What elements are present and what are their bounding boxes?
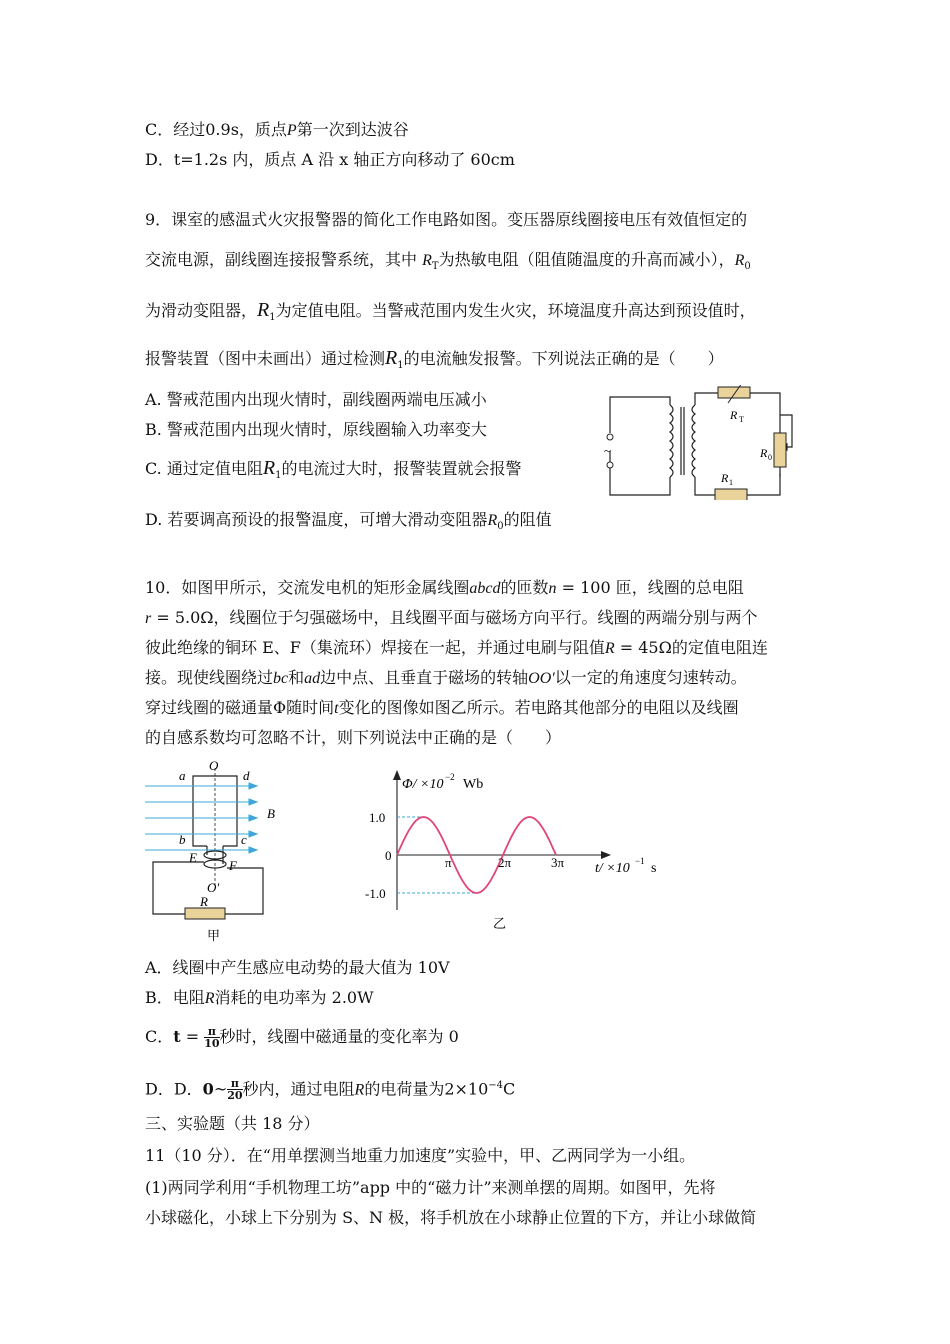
q10-figure-jia (145, 758, 285, 948)
svg-text:O′: O′ (207, 880, 220, 895)
svg-text:R: R (721, 471, 729, 485)
svg-text:1: 1 (729, 478, 733, 487)
q11-part1-line1: (1)两同学利用“手机物理工坊”app 中的“磁力计”来测单摆的周期。如图甲，先将 (145, 1178, 716, 1197)
svg-text:O: O (209, 758, 219, 773)
q8-option-d: D．t=1.2s 内，质点 A 沿 x 轴正方向移动了 60cm (145, 150, 515, 169)
q10-option-a: A．线圈中产生感应电动势的最大值为 10V (145, 958, 450, 977)
q9-circuit-diagram (600, 385, 810, 500)
q10-line-4: 接。现使线圈绕过bc和ad边中点、且垂直于磁场的转轴OO′以一定的角速度匀速转动。 (145, 668, 747, 687)
svg-text:b: b (179, 832, 186, 847)
ac-source-symbol: ~ (604, 443, 612, 458)
svg-text:−2: −2 (445, 772, 455, 782)
q9-option-c: C. 通过定值电阻$R_1$的电流过大时，报警装置就会报警 (145, 457, 522, 482)
q10-line-3: 彼此绝缘的铜环 E、F（集流环）焊接在一起，并通过电刷与阻值R = 45Ω的定值电阻连 (145, 638, 768, 657)
svg-text:R: R (200, 894, 208, 909)
svg-text:F: F (229, 858, 237, 873)
svg-text:2π: 2π (498, 855, 512, 870)
q10-line-2: r = 5.0Ω，线圈位于匀强磁场中，且线圈平面与磁场方向平行。线圈的两端分别与两个 (145, 608, 758, 627)
q10-option-b: B．电阻R消耗的电功率为 2.0W (145, 988, 374, 1007)
q9-line-2: 交流电源，副线圈连接报警系统，其中 $R_T$为热敏电阻（阻值随温度的升高而减小），$R_0$ (145, 250, 751, 273)
q9-line-3: 为滑动变阻器，$R_1$为定值电阻。当警戒范围内发生火灾，环境温度升高达到预设值时， (145, 299, 756, 324)
svg-text:3π: 3π (551, 855, 565, 870)
svg-text:Wb: Wb (463, 777, 484, 792)
q9-line-4: 报警装置（图中未画出）通过检测$R_1$的电流触发报警。下列说法正确的是（ ） (145, 347, 724, 372)
svg-text:0: 0 (385, 848, 392, 863)
svg-text:R: R (730, 408, 738, 422)
figure-caption-yi: 乙 (493, 916, 507, 931)
section-3-title: 三、实验题（共 18 分） (145, 1114, 320, 1133)
svg-text:d: d (243, 768, 250, 783)
svg-text:π: π (445, 855, 452, 870)
svg-text:t/ ×10: t/ ×10 (595, 861, 630, 876)
q8-option-c: C．经过0.9s，质点P第一次到达波谷 (145, 120, 409, 139)
q9-line-1: 9．课室的感温式火灾报警器的简化工作电路如图。变压器原线圈接电压有效值恒定的 (145, 210, 748, 229)
q10-option-c: C．t = $\frac{\pi}{10}$ 秒时，线圈中磁通量的变化率为 0 (145, 1025, 459, 1050)
svg-text:-1.0: -1.0 (365, 886, 386, 901)
q10-line-6: 的自感系数均可忽略不计，则下列说法中正确的是（ ） (145, 728, 562, 747)
svg-text:Φ/ ×10: Φ/ ×10 (402, 777, 444, 792)
svg-text:1.0: 1.0 (369, 810, 386, 825)
q9-option-d: D. 若要调高预设的报警温度，可增大滑动变阻器$R_0$的阻值 (145, 510, 552, 533)
svg-text:E: E (189, 850, 197, 865)
q9-option-a: A. 警戒范围内出现火情时，副线圈两端电压减小 (145, 390, 487, 409)
q9-option-b: B. 警戒范围内出现火情时，原线圈输入功率变大 (145, 420, 487, 439)
q10-line-1: 10．如图甲所示，交流发电机的矩形金属线圈abcd的匝数n = 100 匝，线圈的总电阻 (145, 578, 744, 597)
svg-text:a: a (179, 768, 186, 783)
q10-figure-yi-flux-graph (355, 762, 675, 932)
svg-text:B: B (267, 806, 275, 821)
q10-line-5: 穿过线圈的磁通量Φ随时间t变化的图像如图乙所示。若电路其他部分的电阻以及线圈 (145, 698, 739, 717)
svg-text:c: c (241, 832, 247, 847)
svg-text:T: T (739, 415, 744, 424)
svg-text:0: 0 (768, 453, 772, 462)
svg-text:s: s (651, 861, 657, 876)
svg-text:−1: −1 (635, 856, 645, 866)
q11-header: 11（10 分）．在“用单摆测当地重力加速度”实验中，甲、乙两同学为一小组。 (145, 1146, 696, 1165)
q10-option-d: D．D．0~ $\frac{\pi}{20}$ 秒内，通过电阻R的电荷量为$2\times 10^{-4}C$ (145, 1077, 516, 1103)
svg-text:R: R (760, 446, 768, 460)
figure-caption-jia: 甲 (207, 928, 221, 943)
q11-part1-line2: 小球磁化，小球上下分别为 S、N 极，将手机放在小球静止位置的下方，并让小球做简 (145, 1208, 757, 1227)
